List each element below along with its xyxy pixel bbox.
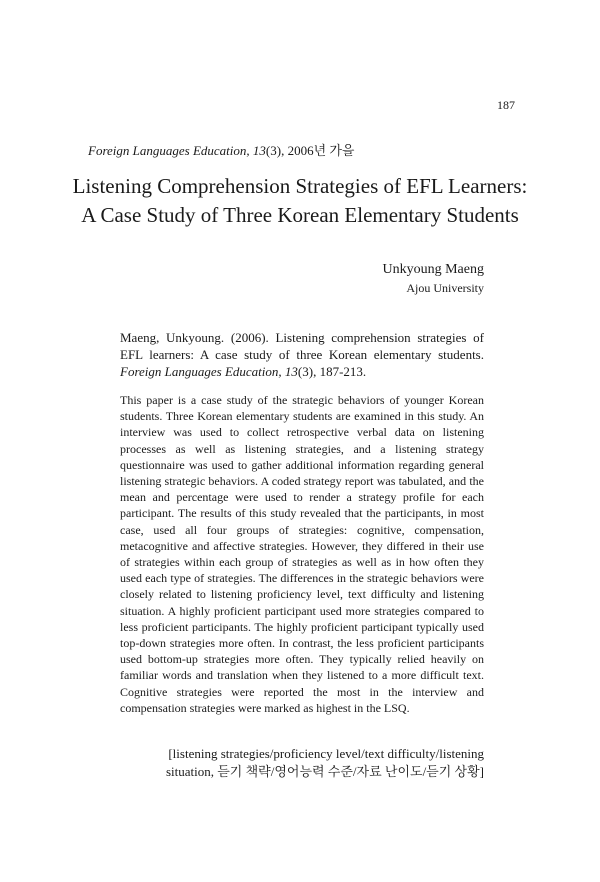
citation-journal: Foreign Languages Education, <box>120 364 282 379</box>
citation-text: Maeng, Unkyoung. (2006). Listening comprehension strategies of EFL learners: A case study of three Korean elementary students. <box>120 330 484 362</box>
citation-pages: (3), 187-213. <box>297 364 367 379</box>
journal-volume: 13 <box>252 143 266 158</box>
abstract: This paper is a case study of the strategic behaviors of younger Korean students. Three Korean elementary students are examined in this study. An interview was used to collect retrospective verbal data on listening processes as well as listening strategies, and a listening strategy questionnaire was used to gather additional information regarding general listening strategic behaviors. A coded strategy report was tabulated, and the mean and percentage were used to render a strategy profile for each participant. The results of this study revealed that the participants, in most case, used all four groups of strategies: cognitive, compensation, metacognitive and affective strategies. However, they differed in their use of strategies within each group of strategies as well as in how often they used each type of strategies. The differences in the strategic behaviors were closely related to listening proficiency level, text difficulty and listening situation. A highly proficient participant used more strategies compared to less proficient participants. The highly proficient participant typically used top-down strategies more often. In contrast, the less proficient participants used bottom-up strategies more often. They typically relied heavily on familiar words and translation when they listened to a more difficult text. Cognitive strategies were reported the most in the interview and compensation strategies were marked as highest in the LSQ. <box>120 393 484 715</box>
paper-title-line-2: A Case Study of Three Korean Elementary Students <box>81 203 519 227</box>
citation <box>120 329 484 380</box>
journal-header <box>88 140 355 159</box>
author-affiliation: Ajou University <box>406 281 484 295</box>
page-number: 187 <box>497 98 515 112</box>
paper-title-line-1: Listening Comprehension Strategies of EFL Learners: <box>72 174 528 198</box>
journal-name: Foreign Languages Education, <box>88 143 250 158</box>
keywords: [listening strategies/proficiency level/text difficulty/listening situation, 듣기 책략/영어능력 수준/자료 난이도/듣기 상황] <box>165 746 484 779</box>
paper-title <box>60 172 540 230</box>
citation-volume: 13 <box>284 364 298 379</box>
journal-issue: (3), 2006년 가을 <box>265 143 355 158</box>
author-name: Unkyoung Maeng <box>382 262 484 277</box>
